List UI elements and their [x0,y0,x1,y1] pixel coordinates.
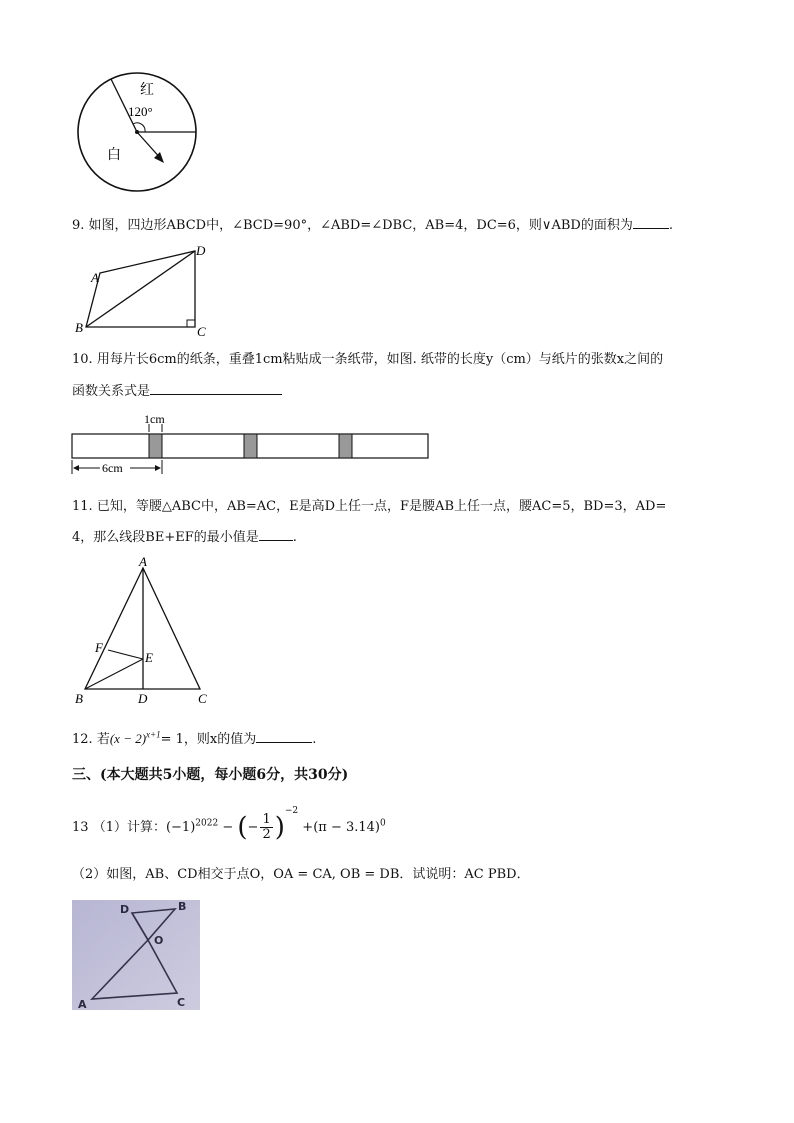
q9-number: 9. [72,218,85,233]
q11-label-a: A [139,556,147,569]
white-label: 白 [107,147,121,163]
angle-label: 120° [128,104,153,119]
q12-number: 12. [72,732,93,747]
spinner-figure [76,70,201,195]
q13-term3-exp: 0 [380,818,386,829]
overlap-3 [339,434,352,458]
q13-label-o: O [154,934,164,947]
length-arrow-right [155,465,161,471]
q13-label-c: C [177,996,186,1009]
q13-part1-label: （1）计算： [92,820,166,835]
q10-answer-blank[interactable] [150,382,282,395]
q13-frac-num: 1 [262,812,271,827]
q13-frac-den: 2 [262,827,271,842]
q12-answer-blank[interactable] [256,730,312,743]
q13-paren-close: ) [274,812,285,843]
q13-term3: (π − 3.14) [313,820,380,835]
q10-body: 用每片长6cm的纸条，重叠1cm粘贴成一条纸带，如图. 纸带的长度y（cm）与纸片的张数x之间的 [96,352,664,367]
q11-end: . [292,530,297,545]
q9-answer-blank[interactable] [633,216,669,229]
q12-equation: = 1，则x的值为 [160,732,257,747]
spinner-center [135,130,139,134]
overlap-1 [149,434,162,458]
q9-label-d: D [196,243,206,258]
q10-number: 10. [72,352,93,367]
q13-part1 [72,806,386,846]
section-3-heading: 三、(本大题共5小题，每小题6分，共30分) [72,767,349,783]
diagonal-bd [86,251,195,327]
paper-strip-figure [70,410,432,478]
q11-answer-blank[interactable] [259,528,293,541]
q10-body-2: 函数关系式是 [72,384,151,399]
segment-ef [108,650,143,659]
right-angle-mark [187,320,195,327]
segment-be [85,659,143,689]
q11-label-f: F [95,640,103,655]
overlap-2 [244,434,257,458]
q11-line2 [72,526,297,545]
q9-end: . [668,218,673,233]
q11-label-b: B [75,691,83,706]
q9-label-c: C [197,324,206,339]
q9-figure [70,240,220,340]
red-label: 红 [140,82,154,98]
q11-line1 [72,495,666,514]
overlap-label: 1cm [144,412,165,426]
q13-label-d: D [120,903,130,916]
q13-part2 [72,863,530,882]
q12-exponent: x+1 [146,729,161,740]
photo-background [72,900,200,1010]
q10-line2 [72,380,282,399]
q13-fraction [260,813,272,842]
q11-label-c: C [198,691,207,706]
q11-label-e: E [145,650,153,665]
q13-term1-exp: 2022 [195,818,219,829]
q10-line1 [72,348,663,367]
q13-term2-exp: −2 [284,806,299,816]
q13-figure [72,900,200,1010]
q13-plus: + [302,820,314,835]
q12-prefix: 若 [96,732,110,747]
q13-paren-open: ( [237,812,248,843]
q13-frac-sign: − [247,820,259,835]
q13-term1: (−1) [165,820,196,835]
q13-part2-text: （2）如图，AB、CD相交于点O，OA = CA, OB = DB．试说明：AC PBD． [72,867,530,882]
q11-figure [70,556,220,711]
q12-text [72,728,316,747]
q9-body: 如图，四边形ABCD中，∠BCD=90°，∠ABD=∠DBC，AB=4，DC=6，则∨ABD的面积为 [88,218,633,233]
q9-text [72,214,673,233]
q12-base: (x − 2) [109,731,147,746]
q13-minus: − [222,820,234,835]
q12-end: . [312,732,317,747]
length-label: 6cm [102,461,123,475]
q11-body-2: 4，那么线段BE+EF的最小值是 [72,530,259,545]
q9-label-b: B [75,320,83,335]
q13-label-a: A [78,998,87,1010]
q11-body: 已知，等腰△ABC中，AB=AC，E是高D上任一点，F是腰AB上任一点，腰AC=5，BD=3，AD= [96,499,667,514]
q11-label-d: D [138,691,148,706]
q11-number: 11. [72,499,93,514]
q13-label-b: B [178,900,187,913]
q9-label-a: A [91,270,99,285]
length-arrow-left [73,465,79,471]
q13-number: 13 [72,820,89,835]
